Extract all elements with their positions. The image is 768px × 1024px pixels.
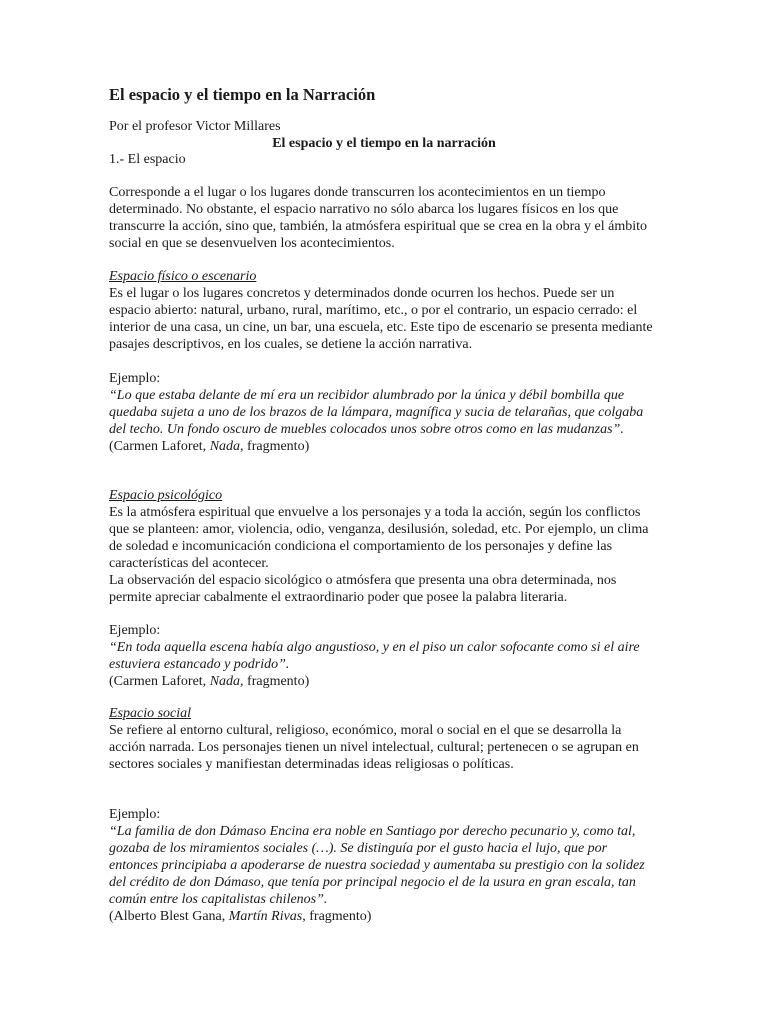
- intro-paragraph: [109, 184, 657, 252]
- example-espacio-fisico: [109, 370, 657, 455]
- author-byline: Por el profesor Victor Millares: [109, 119, 281, 134]
- source-suffix: , fragmento): [240, 674, 310, 689]
- example-label: Ejemplo:: [109, 807, 161, 822]
- heading-espacio-psicologico: Espacio psicológico: [109, 488, 223, 503]
- body-espacio-psicologico: Es la atmósfera espiritual que envuelve a los personajes y a toda la acción, según los conflictos que se planteen: amor, violencia, odio, venganza, desilusión, soledad, etc. Por ejemplo, un clima de soledad e incomunicación condiciona el comportamiento de los personajes y define las características del acontecer.: [109, 505, 649, 571]
- example-quote: “La familia de don Dámaso Encina era noble en Santiago por derecho pecunario y, como tal, gozaba de los miramientos sociales (…). Se distinguía por el gusto hacia el lujo, que por entonces principiaba a apoderarse de nuestra sociedad y aumentaba su prestigio con la solidez del crédito de don Dámaso, que tenía por principal negocio el de la usura en gran escala, tan común entre los capitalistas chilenos”.: [109, 824, 645, 907]
- body-espacio-social: Se refiere al entorno cultural, religioso, económico, moral o social en el que se desarrolla la acción narrada. Los personajes tienen un nivel intelectual, cultural; pertenecen o se agrupan en sectores sociales y manifiestan determinadas ideas religiosas o políticas.: [109, 723, 639, 772]
- section-espacio-fisico: [109, 268, 657, 353]
- section-espacio-social: [109, 705, 657, 773]
- example-source: [109, 908, 657, 925]
- example-label: Ejemplo:: [109, 623, 161, 638]
- example-quote: “En toda aquella escena había algo angustioso, y en el piso un calor sofocante como si el aire estuviera estancado y podrido”.: [109, 640, 640, 672]
- example-espacio-social: [109, 806, 657, 925]
- source-work-title: Nada: [209, 439, 241, 454]
- body-espacio-fisico: Es el lugar o los lugares concretos y determinados donde ocurren los hechos. Puede ser un espacio abierto: natural, urbano, rural, marítimo, etc., o por el contrario, un espacio cerrado: el interior de una casa, un cine, un bar, una escuela, etc. Este tipo de escenario se presenta mediante pasajes descriptivos, en los cuales, se detiene la acción narrativa.: [109, 286, 653, 352]
- source-author: (Carmen Laforet,: [109, 439, 210, 454]
- example-source: [109, 438, 657, 455]
- source-work-title: Nada: [209, 674, 241, 689]
- example-espacio-psicologico: [109, 622, 657, 690]
- document-subtitle: El espacio y el tiempo en la narración: [272, 136, 496, 151]
- source-suffix: , fragmento): [240, 439, 310, 454]
- example-quote: “Lo que estaba delante de mí era un recibidor alumbrado por la única y débil bombilla que quedaba sujeta a uno de los brazos de la lámpara, magnífica y sucia de telarañas, que colgaba del techo. Un fondo oscuro de muebles colocados unos sobre otros como en las mudanzas”.: [109, 388, 644, 437]
- heading-espacio-social: Espacio social: [109, 706, 192, 721]
- section-heading-espacio: 1.- El espacio: [109, 152, 186, 167]
- source-suffix: , fragmento): [302, 909, 372, 924]
- example-source: [109, 673, 657, 690]
- body-espacio-psicologico-2: La observación del espacio sicológico o atmósfera que presenta una obra determinada, nos permite apreciar cabalmente el extraordinario poder que posee la palabra literaria.: [109, 573, 617, 605]
- intro-text: Corresponde a el lugar o los lugares donde transcurren los acontecimientos en un tiempo determinado. No obstante, el espacio narrativo no sólo abarca los lugares físicos en los que transcurre la acción, sino que, también, la atmósfera espiritual que se crea en la obra y el ámbito social en que se desenvuelven los acontecimientos.: [109, 185, 648, 251]
- example-label: Ejemplo:: [109, 371, 161, 386]
- section-espacio-psicologico: [109, 487, 657, 606]
- document-title: El espacio y el tiempo en la Narración: [109, 85, 376, 104]
- source-author: (Carmen Laforet,: [109, 674, 210, 689]
- source-author: (Alberto Blest Gana,: [109, 909, 229, 924]
- heading-espacio-fisico: Espacio físico o escenario: [109, 269, 257, 284]
- source-work-title: Martín Rivas: [228, 909, 303, 924]
